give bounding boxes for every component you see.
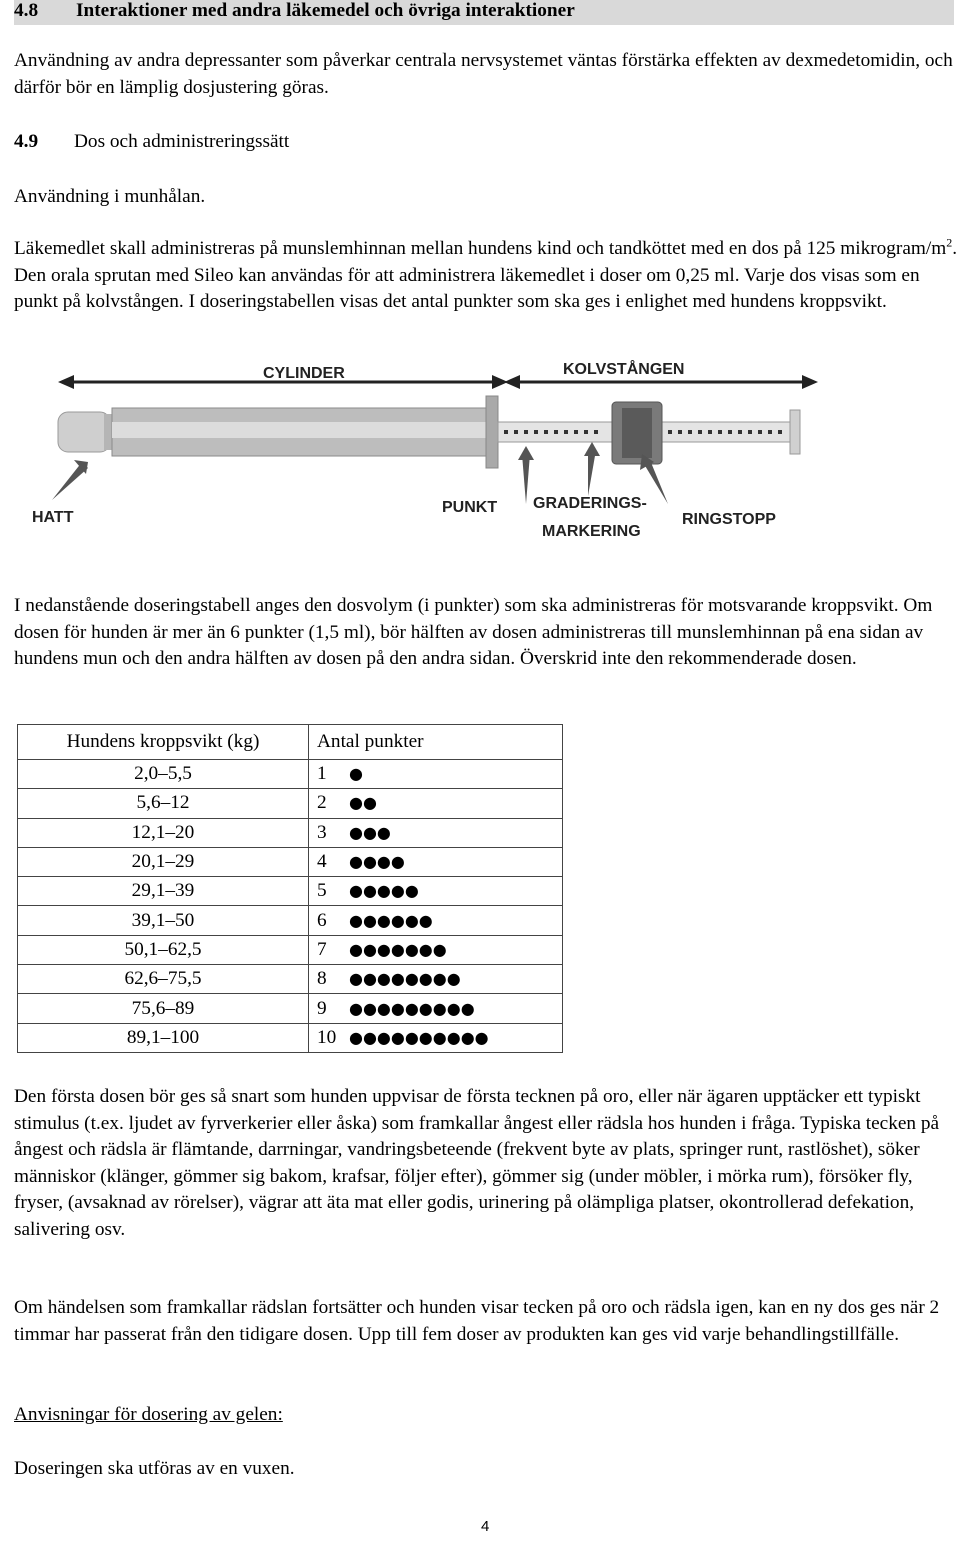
dot-symbols: ●●●● <box>349 852 405 872</box>
dot-symbols: ●●●●●●●●●● <box>349 1027 489 1047</box>
subsection-number: 4.9 <box>14 131 39 152</box>
label-graduation-1: GRADERINGS- <box>533 495 647 512</box>
dot-symbols: ●●●●● <box>349 881 419 901</box>
cell-dots <box>309 877 563 906</box>
subsection-title: Dos och administreringssätt <box>74 131 290 152</box>
dot-count: 9 <box>317 997 327 1019</box>
section-heading-4-9 <box>14 129 289 156</box>
adult-paragraph: Doseringen ska utföras av en vuxen. <box>14 1458 295 1479</box>
table-row <box>18 847 563 876</box>
label-plunger: KOLVSTÅNGEN <box>563 361 685 378</box>
cell-weight: 50,1–62,5 <box>18 935 309 964</box>
cell-dots <box>309 818 563 847</box>
dot-count: 6 <box>317 909 327 931</box>
header-dots: Antal punkter <box>309 725 563 760</box>
label-cap: HATT <box>32 509 74 526</box>
section-heading-4-8 <box>14 0 954 25</box>
instructions-heading <box>14 1402 959 1429</box>
instructions-heading-text: Anvisningar för dosering av gelen: <box>14 1404 283 1425</box>
cell-dots <box>309 789 563 818</box>
label-ring-stop: RINGSTOPP <box>682 511 776 528</box>
table-intro-paragraph: I nedanstående doseringstabell anges den dosvolym (i punkter) som ska administreras för motsvarande kroppsvikt. Om dosen för hunden är mer än 6 punkter (1,5 ml), bör hälften av dosen administreras till munslemhinnan på ena sidan av hundens mun och den andra hälften av dosen på den andra sidan. Överskrid inte den rekommenderade dosen. <box>14 595 933 669</box>
table-row <box>18 1023 563 1052</box>
cell-weight: 5,6–12 <box>18 789 309 818</box>
route-paragraph: Användning i munhålan. <box>14 186 206 207</box>
table-row <box>18 965 563 994</box>
cell-dots <box>309 760 563 789</box>
cell-weight: 62,6–75,5 <box>18 965 309 994</box>
dot-count: 4 <box>317 851 327 873</box>
cell-dots <box>309 906 563 935</box>
header-weight: Hundens kroppsvikt (kg) <box>18 725 309 760</box>
cell-weight: 2,0–5,5 <box>18 760 309 789</box>
dot-count: 5 <box>317 880 327 902</box>
dot-count: 10 <box>317 1026 337 1048</box>
dose-paragraph <box>14 236 959 316</box>
dot-count: 8 <box>317 968 327 990</box>
label-dot: PUNKT <box>442 499 498 516</box>
syringe-diagram <box>18 350 818 555</box>
table-row <box>18 760 563 789</box>
cell-weight: 29,1–39 <box>18 877 309 906</box>
dot-count: 2 <box>317 792 327 814</box>
dot-symbols: ●●●●●●● <box>349 939 447 959</box>
cell-weight: 39,1–50 <box>18 906 309 935</box>
interactions-paragraph: Användning av andra depressanter som påverkar centrala nervsystemet väntas förstärka effekten av dexmedetomidin, och därför bör en lämplig dosjustering göras. <box>14 50 953 98</box>
table-row <box>18 994 563 1023</box>
syringe-barrel <box>112 396 498 468</box>
dot-symbols: ● <box>349 764 363 784</box>
dose-superscript: 2 <box>946 235 953 250</box>
table-row <box>18 877 563 906</box>
cell-dots <box>309 1023 563 1052</box>
dot-symbols: ●●●●●●●● <box>349 969 461 989</box>
section-number: 4.8 <box>14 0 39 21</box>
cell-dots <box>309 935 563 964</box>
table-row <box>18 818 563 847</box>
label-cylinder: CYLINDER <box>263 365 345 382</box>
dosing-table <box>17 724 563 1053</box>
table-row <box>18 906 563 935</box>
dot-symbols: ●●●●●●●●● <box>349 998 475 1018</box>
cell-dots <box>309 994 563 1023</box>
page-number: 4 <box>481 1518 490 1535</box>
cell-weight: 89,1–100 <box>18 1023 309 1052</box>
dot-count: 3 <box>317 821 327 843</box>
dot-symbols: ●●●●●● <box>349 910 433 930</box>
repeat-dose-paragraph: Om händelsen som framkallar rädslan fortsätter och hunden visar tecken på oro och rädsla igen, kan en ny dos ges när 2 timmar har passerat från den tidigare dosen. Upp till fem doser av produkten kan ges vid varje behandlingstillfälle. <box>14 1297 940 1345</box>
first-dose-paragraph: Den första dosen bör ges så snart som hunden uppvisar de första tecknen på oro, eller när ägaren upptäcker ett typiskt stimulus (t.ex. ljudet av fyrverkerier eller åska) som framkallar ångest eller rädsla hos hunden i fråga. Typiska tecken på ångest och rädsla är flämtande, darrningar, vandringsbeteende (frekvent byte av plats, springer runt, rastlöshet), söker människor (klänger, gömmer sig bakom, krafsar, följer efter), gömmer sig (under möbler, i mörka rum), försöker fly, fryser, (avsaknad av rörelser), vägrar att äta mat eller godis, urinering på olämpliga platser, okontrollerad defekation, salivering osv. <box>14 1086 940 1240</box>
table-row <box>18 789 563 818</box>
cell-weight: 12,1–20 <box>18 818 309 847</box>
dot-count: 7 <box>317 938 327 960</box>
table-row <box>18 935 563 964</box>
label-graduation-2: MARKERING <box>542 523 641 540</box>
dot-count: 1 <box>317 763 327 785</box>
cell-weight: 20,1–29 <box>18 847 309 876</box>
dot-symbols: ●● <box>349 793 377 813</box>
syringe-cap <box>58 412 112 452</box>
dose-text-b: . Den orala sprutan med Sileo kan användas för att administrera läkemedlet i doser om 0,25 ml. Varje dos visas som en punkt på kolvstången. I doseringstabellen visas det antal punkter som ska ges i enlighet med hundens kroppsvikt. <box>14 238 958 312</box>
ring-stop <box>612 402 662 464</box>
cell-dots <box>309 965 563 994</box>
dose-text-a: Läkemedlet skall administreras på munslemhinnan mellan hundens kind och tandköttet med en dos på 125 mikrogram/m <box>14 238 947 259</box>
section-title: Interaktioner med andra läkemedel och övriga interaktioner <box>76 0 575 21</box>
cell-dots <box>309 847 563 876</box>
table-header-row <box>18 725 563 760</box>
cell-weight: 75,6–89 <box>18 994 309 1023</box>
dot-symbols: ●●● <box>349 822 391 842</box>
